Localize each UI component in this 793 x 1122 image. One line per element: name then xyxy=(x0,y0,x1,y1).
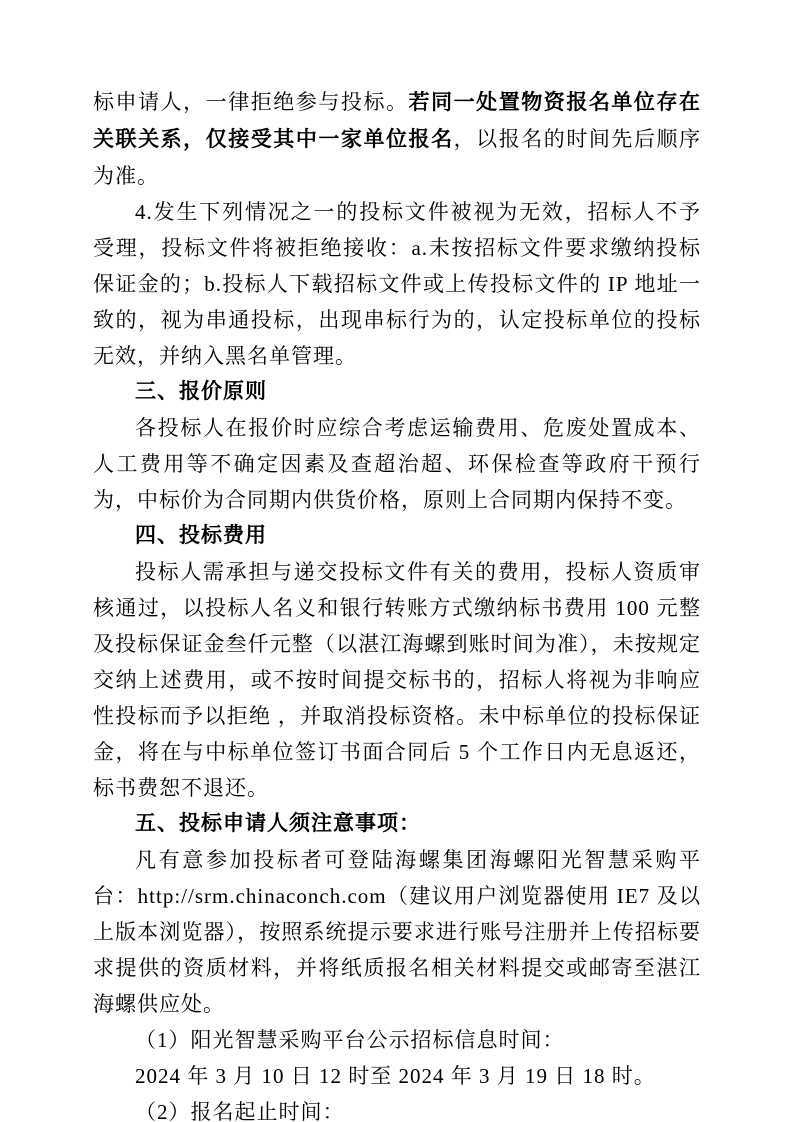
section-heading xyxy=(93,518,701,554)
text-run: 各投标人在报价时应综合考虑运输费用、危废处置成本、人工费用等不确定因素及查超治超、环保检查等政府干预行为，中标价为合同期内供货价格，原则上合同期内保持不变。 xyxy=(93,416,701,512)
bold-text-run: 三、报价原则 xyxy=(135,380,267,403)
text-run: ，以报名的时间先后顺序为准。 xyxy=(93,127,702,188)
paragraph xyxy=(93,842,701,1022)
text-run: 2024 年 3 月 10 日 12 时至 2024 年 3 月 19 日 18 时。 xyxy=(135,1064,656,1088)
paragraph xyxy=(93,1094,701,1122)
bold-text-run: 五、投标申请人须注意事项： xyxy=(135,812,421,835)
paragraph xyxy=(93,1058,701,1094)
document-body xyxy=(93,84,701,1122)
text-run: 标申请人，一律拒绝参与投标。 xyxy=(93,90,409,114)
text-run: （1）阳光智慧采购平台公示招标信息时间： xyxy=(135,1028,565,1052)
paragraph xyxy=(93,194,701,374)
section-heading xyxy=(93,806,701,842)
paragraph xyxy=(93,84,701,194)
text-run: （2）报名起止时间： xyxy=(135,1100,345,1122)
paragraph xyxy=(93,410,701,518)
bold-text-run: 若同一处置物资报名单位存在关联关系，仅接受其中一家单位报名 xyxy=(93,91,702,151)
text-run: 4.发生下列情况之一的投标文件被视为无效，招标人不予受理，投标文件将被拒绝接收：a.未按招标文件要求缴纳投标保证金的；b.投标人下载招标文件或上传投标文件的 IP 地址一致的，视为串通投标，出现串标行为的，认定投标单位的投标无效，并纳入黑名单管理。 xyxy=(93,200,701,368)
paragraph xyxy=(93,554,701,806)
paragraph xyxy=(93,1022,701,1058)
section-heading xyxy=(93,374,701,410)
text-run: 投标人需承担与递交投标文件有关的费用，投标人资质审核通过，以投标人名义和银行转账方式缴纳标书费用 100 元整及投标保证金叁仟元整（以湛江海螺到账时间为准），未按规定交纳上述费用，或不按时间提交标书的，招标人将视为非响应性投标而予以拒绝 ，并取消投标资格。未中标单位的投标保证金，将在与中标单位签订书面合同后 5 个工作日内无息返还，标书费恕不退还。 xyxy=(93,560,701,800)
bold-text-run: 四、投标费用 xyxy=(135,524,267,547)
text-run: 凡有意参加投标者可登陆海螺集团海螺阳光智慧采购平台：http://srm.chinaconch.com（建议用户浏览器使用 IE7 及以上版本浏览器），按照系统提示要求进行账号注册并上传招标要求提供的资质材料，并将纸质报名相关材料提交或邮寄至湛江海螺供应处。 xyxy=(93,848,701,1016)
